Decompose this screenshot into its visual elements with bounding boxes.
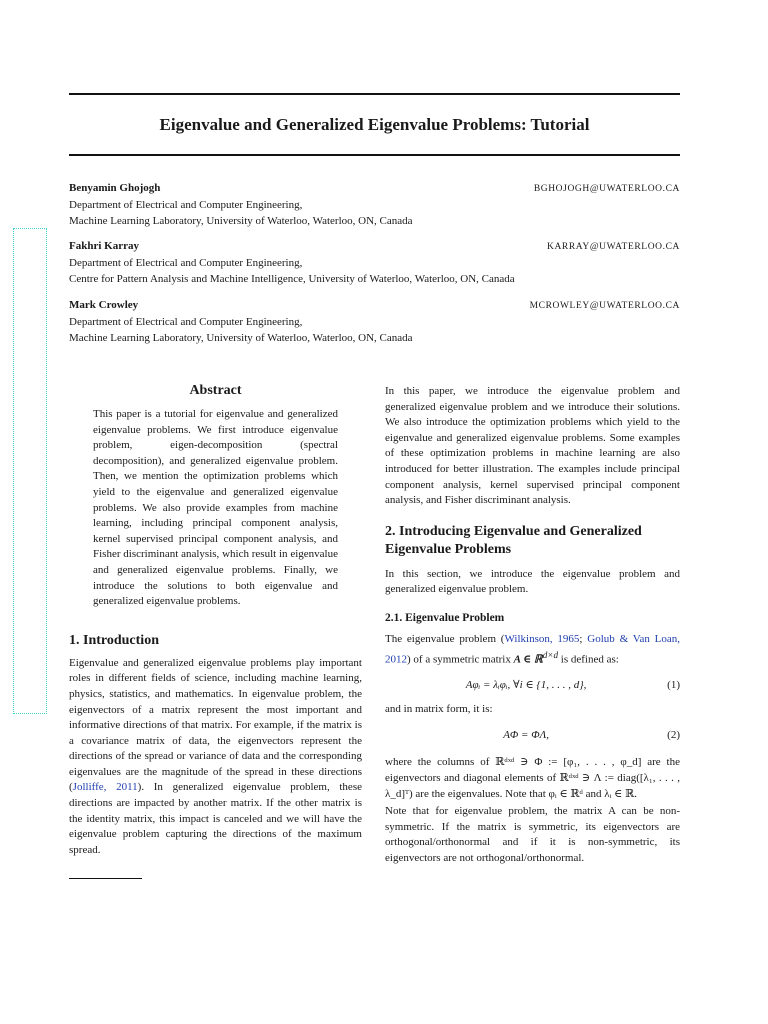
text-run: is defined as: [558,653,619,666]
equation-body: Aφᵢ = λᵢφᵢ, ∀i ∈ {1, . . . , d}, [465,678,587,691]
author-email[interactable]: KARRAY@UWATERLOO.CA [546,242,680,252]
math-inline: A ∈ ℝ [513,653,543,666]
section-2-paragraph: In this section, we introduce the eigenvalue problem and generalized eigenvalue problem. [385,567,680,596]
author-affiliation: Department of Electrical and Computer Engineering, [69,199,303,211]
subsection-paragraph: and in matrix form, it is: [385,702,493,715]
author-name: Benyamin Ghojogh [69,182,161,194]
text-run: The eigenvalue problem ( [385,632,505,645]
section-number: 2. [385,523,396,539]
left-column [69,382,362,858]
abstract-heading: Abstract [189,383,242,398]
title-top-rule [69,93,680,95]
author-affiliation: Department of Electrical and Computer Engineering, [69,316,303,328]
footnote-rule [69,878,142,879]
citation-link[interactable]: Jolliffe, 2011 [72,781,138,794]
text-run: Eigenvalue and generalized eigenvalue problems play important roles in different fields of science, including machine learning, physics, statistics, and mathematics. In eigenvalue problem, the eigenvectors of a matrix represent the most important and informative directions of that matrix. For example, if the matrix is a covariance matrix of data, the eigenvectors represent the directions of the spread or variance of data and the corresponding eigenvalues are the magnitude of the spread in these directions ( [69,656,362,794]
author-email[interactable]: BGHOJOGH@UWATERLOO.CA [533,184,680,194]
paper-title: Eigenvalue and Generalized Eigenvalue Problems: Tutorial [159,115,590,134]
citation-link[interactable]: Golub & Van Loan, 2012 [385,632,680,666]
section-title: Introducing Eigenvalue and Generalized Eigenvalue Problems [385,523,642,557]
text-run: ). In generalized eigenvalue problem, these directions are impacted by another matrix. If the other matrix is the identity matrix, this impact is canceled and we will have the eigenvalue problem capturing the directions of the maximum spread. [69,781,362,856]
author-email[interactable]: MCROWLEY@UWATERLOO.CA [529,301,680,311]
math-superscript: d×d [542,649,559,660]
equation-number: (2) [667,728,680,741]
author-affiliation: Machine Learning Laboratory, University of Waterloo, Waterloo, ON, Canada [69,215,413,227]
section-heading-introduction [69,632,362,650]
author-affiliation: Department of Electrical and Computer Engineering, [69,257,303,269]
subsection-paragraph [385,632,680,668]
margin-dotted-box [13,228,47,714]
subsection-paragraph: where the columns of ℝᵈˣᵈ ∋ Φ := [φ₁, . . . , φ_d] are the eigenvectors and diagonal elements of ℝᵈˣᵈ ∋ Λ := diag([λ₁, . . . , λ_d]ᵀ) are the eigenvalues. Note that φᵢ ∈ ℝᵈ and λᵢ ∈ ℝ. [385,756,680,800]
author-block [69,297,680,346]
equation-2 [385,721,680,749]
equation-number: (1) [667,678,680,691]
right-column [385,384,680,867]
author-affiliation: Centre for Pattern Analysis and Machine Intelligence, University of Waterloo, Waterloo, ON, Canada [69,273,515,285]
author-name: Fakhri Karray [69,240,139,252]
subsection-heading: 2.1. Eigenvalue Problem [385,611,505,624]
intro-paragraph [69,656,362,859]
intro-paragraph-2: In this paper, we introduce the eigenvalue problem and generalized eigenvalue problem and we introduce their solutions. We also introduce the optimization problems which yield to the eigenvalue and generalized eigenvalue problems. Some examples of these optimization problems in machine learning are also introduced for better illustration. The examples include principal component analysis, kernel supervised principal component analysis, and Fisher discriminant analysis. [385,385,680,507]
author-block [69,238,680,287]
author-affiliation: Machine Learning Laboratory, University of Waterloo, Waterloo, ON, Canada [69,332,413,344]
text-run: ) of a symmetric matrix [407,653,514,666]
section-heading-2 [385,523,680,559]
section-number: 1. [69,632,80,648]
abstract-text: This paper is a tutorial for eigenvalue and generalized eigenvalue problems. We first introduce eigenvalue problem, eigen-decomposition (spectral decomposition), and generalized eigenvalue problem. Then, we mention the optimization problems which yield to the eigenvalue and generalized eigenvalue problems. We also provide examples from machine learning, including principal component analysis, kernel supervised principal component analysis, and Fisher discriminant analysis, which result in eigenvalue and generalized eigenvalue problems. Finally, we introduce the solutions to both eigenvalue and generalized eigenvalue problems. [93,408,338,608]
citation-link[interactable]: Wilkinson, 1965 [504,632,580,645]
title-bottom-rule [69,154,680,156]
author-name: Mark Crowley [69,299,139,311]
section-title: Introduction [83,632,159,648]
subsection-paragraph: Note that for eigenvalue problem, the matrix A can be non-symmetric. If the matrix is symmetric, its eigenvectors are orthogonal/orthonormal and if it is non-symmetric, its eigenvectors are not orthogonal/orthonormal. [385,805,680,864]
text-run: ; [579,632,588,645]
author-block [69,180,680,229]
equation-body: AΦ = ΦΛ, [503,728,549,741]
equation-1 [385,672,680,700]
